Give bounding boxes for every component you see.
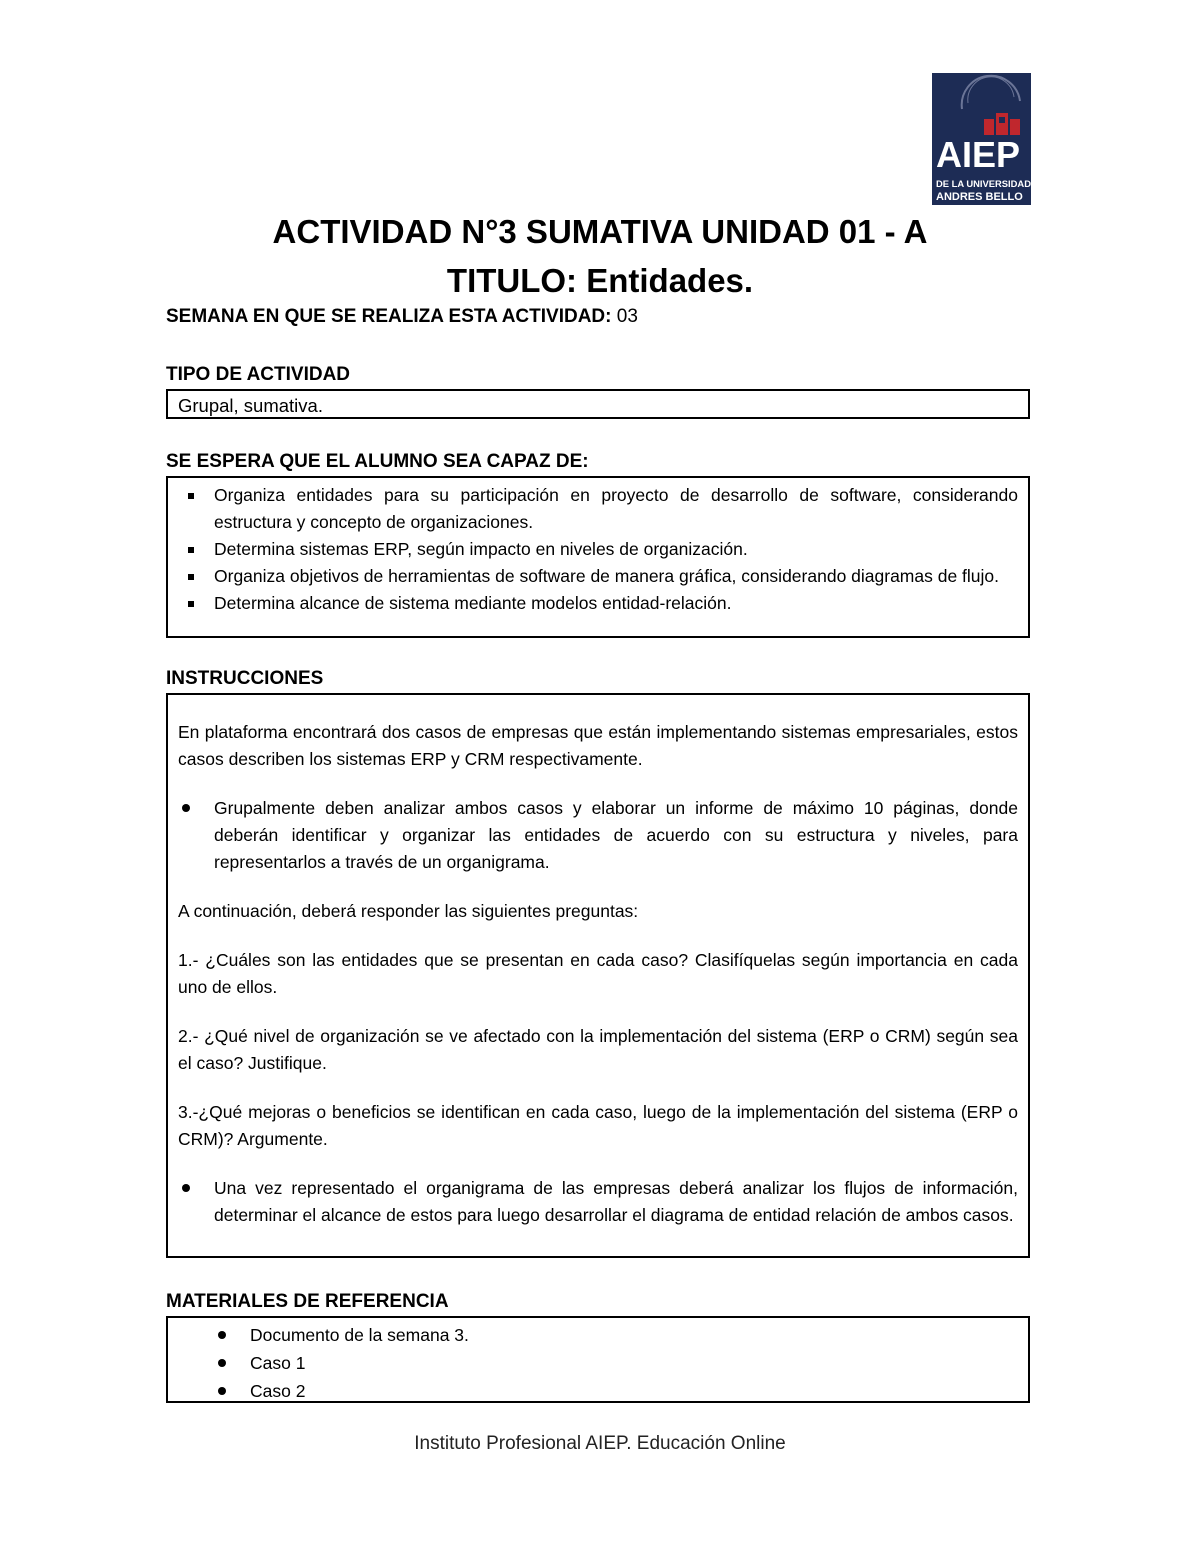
- objetivos-heading: SE ESPERA QUE EL ALUMNO SEA CAPAZ DE:: [166, 451, 589, 472]
- aiep-logo: [932, 73, 1031, 205]
- bullet-dot-icon: [182, 1184, 190, 1192]
- list-item: Determina alcance de sistema mediante modelos entidad-relación.: [178, 590, 1018, 617]
- square-bullet-icon: [188, 493, 194, 499]
- instrucciones-intro: En plataforma encontrará dos casos de empresas que están implementando sistemas empresariales, estos casos describen los sistemas ERP y CRM respectivamente.: [178, 722, 1018, 769]
- list-item: Organiza objetivos de herramientas de software de manera gráfica, considerando diagramas de flujo.: [178, 563, 1018, 590]
- logo-line1-text: DE LA UNIVERSIDAD: [936, 178, 1031, 189]
- question-1: 1.- ¿Cuáles son las entidades que se presentan en cada caso? Clasifíquelas según importancia en cada uno de ellos.: [178, 950, 1018, 997]
- materiales-heading: MATERIALES DE REFERENCIA: [166, 1291, 449, 1312]
- bullet-dot-icon: [218, 1387, 226, 1395]
- logo-line2-text: ANDRES BELLO: [936, 191, 1023, 203]
- list-item: Determina sistemas ERP, según impacto en niveles de organización.: [178, 536, 1018, 563]
- week-value: 03: [616, 306, 638, 327]
- materiales-box: [166, 1316, 1030, 1403]
- square-bullet-icon: [188, 547, 194, 553]
- logo-brand-text: AIEP: [936, 134, 1021, 175]
- tipo-heading: TIPO DE ACTIVIDAD: [166, 364, 351, 385]
- page-subtitle: TITULO: Entidades.: [446, 262, 754, 299]
- instrucciones-box: [166, 693, 1030, 1258]
- list-item: Grupalmente deben analizar ambos casos y elaborar un informe de máximo 10 páginas, donde deberán identificar y organizar las entidades de acuerdo con su estructura y niveles, para representarlos a través de un organigrama.: [178, 795, 1018, 876]
- list-item: Una vez representado el organigrama de las empresas deberá analizar los flujos de información, determinar el alcance de estos para luego desarrollar el diagrama de entidad relación de ambos casos.: [178, 1175, 1018, 1229]
- list-item: Documento de la semana 3.: [178, 1321, 1018, 1349]
- list-item: Organiza entidades para su participación en proyecto de desarrollo de software, considerando estructura y concepto de organizaciones.: [178, 482, 1018, 536]
- week-label: SEMANA EN QUE SE REALIZA ESTA ACTIVIDAD:: [166, 306, 612, 327]
- tipo-box: [166, 389, 1030, 419]
- page-title: ACTIVIDAD N°3 SUMATIVA UNIDAD 01 - A: [272, 213, 928, 250]
- bullet-dot-icon: [218, 1359, 226, 1367]
- list-item: Caso 1: [178, 1349, 1018, 1377]
- instrucciones-continuation: A continuación, deberá responder las siguientes preguntas:: [178, 901, 639, 921]
- square-bullet-icon: [188, 574, 194, 580]
- question-3: 3.-¿Qué mejoras o beneficios se identifican en cada caso, luego de la implementación del sistema (ERP o CRM)? Argumente.: [178, 1102, 1018, 1149]
- instrucciones-heading: INSTRUCCIONES: [166, 668, 324, 689]
- list-item: Caso 2: [178, 1377, 1018, 1405]
- objetivos-box: [166, 476, 1030, 638]
- tipo-value: Grupal, sumativa.: [178, 395, 323, 416]
- bullet-dot-icon: [182, 804, 190, 812]
- page-footer: Instituto Profesional AIEP. Educación Online: [414, 1433, 786, 1454]
- week-line: [166, 306, 638, 328]
- square-bullet-icon: [188, 601, 194, 607]
- bullet-dot-icon: [218, 1331, 226, 1339]
- aiep-logo-graphic: [932, 73, 1031, 205]
- question-2: 2.- ¿Qué nivel de organización se ve afectado con la implementación del sistema (ERP o CRM) según sea el caso? Justifique.: [178, 1026, 1018, 1073]
